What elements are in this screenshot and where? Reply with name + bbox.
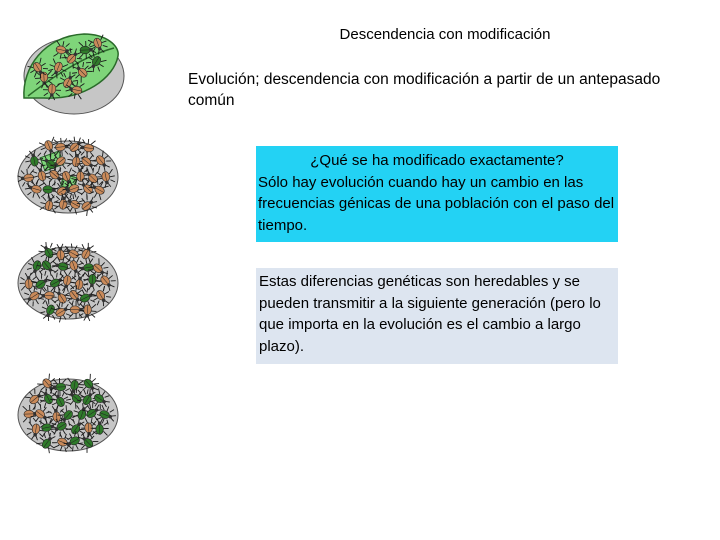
question-heading: ¿Qué se ha modificado exactamente? [310,152,564,169]
slide-title: Descendencia con modificación [339,26,551,43]
beetle-group [17,134,117,217]
intro-text: Evolución; descendencia con modificación a partir de un antepasado común [188,71,661,109]
question-answer: Sólo hay evolución cuando hay un cambio en las frecuencias génicas de una población con el paso del tiempo. [258,173,615,234]
heritability-text: Estas diferencias genéticas son heredables y se pueden transmitir a la siguiente generación (pero lo que importa en la evolución es el cambio a largo plazo). [259,273,601,355]
population-generation-2 [14,240,122,326]
population-generation-3 [14,372,122,458]
leaf-beetles-illustration [14,28,126,116]
population-generation-1 [14,134,122,220]
heritability-box [256,268,618,364]
question-box [256,146,618,242]
